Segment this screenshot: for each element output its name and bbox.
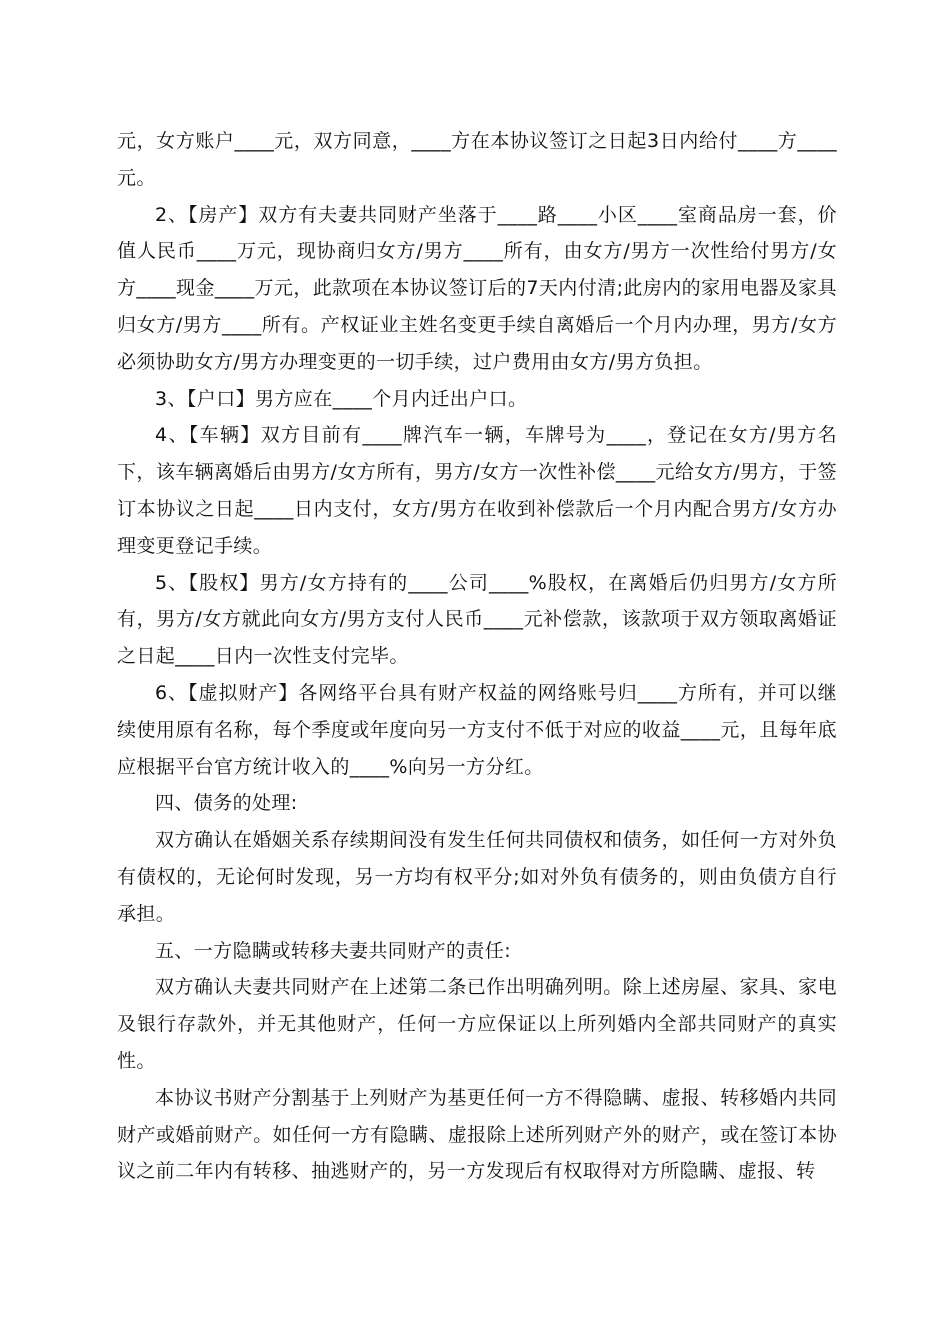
paragraph-vehicle: 4、【车辆】双方目前有____牌汽车一辆，车牌号为____，登记在女方/男方名下，该车辆离婚后由男方/女方所有，男方/女方一次性补偿____元给女方/男方，于签订本协议之日起____日内支付，女方/男方在收到补偿款后一个月内配合男方/女方办理变更登记手续。	[117, 424, 837, 557]
paragraph-concealment-terms: 本协议书财产分割基于上列财产为基更任何一方不得隐瞒、虚报、转移婚内共同财产或婚前财产。如任何一方有隐瞒、虚报除上述所列财产外的财产，或在签订本协议之前二年内有转移、抽逃财产的，另一方发现后有权取得对方所隐瞒、虚报、转	[117, 1086, 837, 1183]
paragraph-household-registration: 3、【户口】男方应在____个月内迁出户口。	[155, 387, 528, 410]
paragraph-continuation: 元，女方账户____元，双方同意，____方在本协议签订之日起3日内给付____方____元。	[117, 130, 837, 189]
paragraph-virtual-property: 6、【虚拟财产】各网络平台具有财产权益的网络账号归____方所有，并可以继续使用原有名称，每个季度或年度向另一方支付不低于对应的收益____元，且每年底应根据平台官方统计收入的____%向另一方分红。	[117, 681, 837, 778]
paragraph-equity: 5、【股权】男方/女方持有的____公司____%股权，在离婚后仍归男方/女方所有，男方/女方就此向女方/男方支付人民币____元补偿款，该款项于双方领取离婚证之日起____日内一次性支付完毕。	[117, 571, 837, 668]
paragraph-real-estate: 2、【房产】双方有夫妻共同财产坐落于____路____小区____室商品房一套，价值人民币____万元，现协商归女方/男方____所有，由女方/男方一次性给付男方/女方____现金____万元，此款项在本协议签订后的7天内付清;此房内的家用电器及家具归女方/男方____所有。产权证业主姓名变更手续自离婚后一个月内办理，男方/女方必须协助女方/男方办理变更的一切手续，过户费用由女方/男方负担。	[117, 203, 837, 373]
section-heading-debts: 四、债务的处理:	[155, 792, 298, 815]
paragraph-property-confirmation: 双方确认夫妻共同财产在上述第二条已作出明确列明。除上述房屋、家具、家电及银行存款外，并无其他财产，任何一方应保证以上所列婚内全部共同财产的真实性。	[117, 976, 837, 1072]
document-body	[117, 123, 837, 1190]
paragraph-debts: 双方确认在婚姻关系存续期间没有发生任何共同债权和债务，如任何一方对外负有债权的，无论何时发现，另一方均有权平分;如对外负有债务的，则由负债方自行承担。	[117, 829, 837, 925]
section-heading-concealment: 五、一方隐瞒或转移夫妻共同财产的责任:	[155, 939, 512, 962]
